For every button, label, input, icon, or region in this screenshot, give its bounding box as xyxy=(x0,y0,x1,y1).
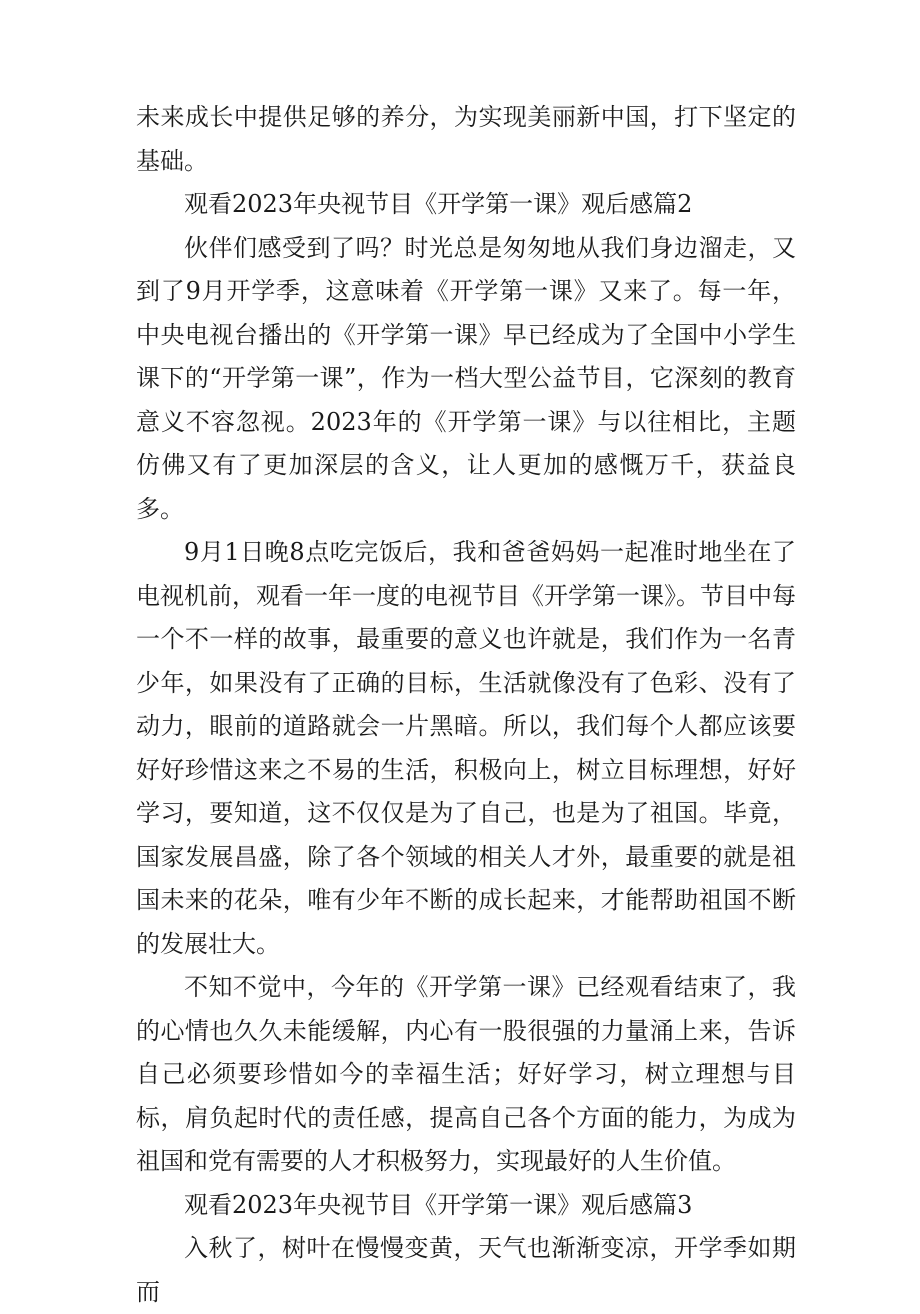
paragraph: 不知不觉中，今年的《开学第一课》已经观看结束了，我的心情也久久未能缓解，内心有一股很强的力量涌上来，告诉自己必须要珍惜如今的幸福生活；好好学习，树立理想与目标，肩负起时代的责任感，提高自己各个方面的能力，为成为祖国和党有需要的人才积极努力，实现最好的人生价值。 xyxy=(136,973,796,1175)
paragraph: 伙伴们感受到了吗？时光总是匆匆地从我们身边溜走，又到了9月开学季，这意味着《开学第一课》又来了。每一年，中央电视台播出的《开学第一课》早已经成为了全国中小学生课下的“开学第一课”，作为一档大型公益节目，它深刻的教育意义不容忽视。2023年的《开学第一课》与以往相比，主题仿佛又有了更加深层的含义，让人更加的感慨万千，获益良多。 xyxy=(136,233,796,523)
paragraph-continuation: 未来成长中提供足够的养分，为实现美丽新中国，打下坚定的基础。 xyxy=(136,103,796,175)
document-body xyxy=(136,96,796,1314)
section-heading-3: 观看2023年央视节目《开学第一课》观后感篇3 xyxy=(184,1190,693,1219)
paragraph: 9月1日晚8点吃完饭后，我和爸爸妈妈一起准时地坐在了电视机前，观看一年一度的电视节目《开学第一课》。节目中每一个不一样的故事，最重要的意义也许就是，我们作为一名青少年，如果没有了正确的目标，生活就像没有了色彩、没有了动力，眼前的道路就会一片黑暗。所以，我们每个人都应该要好好珍惜这来之不易的生活，积极向上，树立目标理想，好好学习，要知道，这不仅仅是为了自己，也是为了祖国。毕竟，国家发展昌盛，除了各个领域的相关人才外，最重要的就是祖国未来的花朵，唯有少年不断的成长起来，才能帮助祖国不断的发展壮大。 xyxy=(136,538,796,958)
paragraph: 入秋了，树叶在慢慢变黄，天气也渐渐变凉，开学季如期而 xyxy=(136,1234,796,1306)
section-heading-2: 观看2023年央视节目《开学第一课》观后感篇2 xyxy=(184,190,693,218)
